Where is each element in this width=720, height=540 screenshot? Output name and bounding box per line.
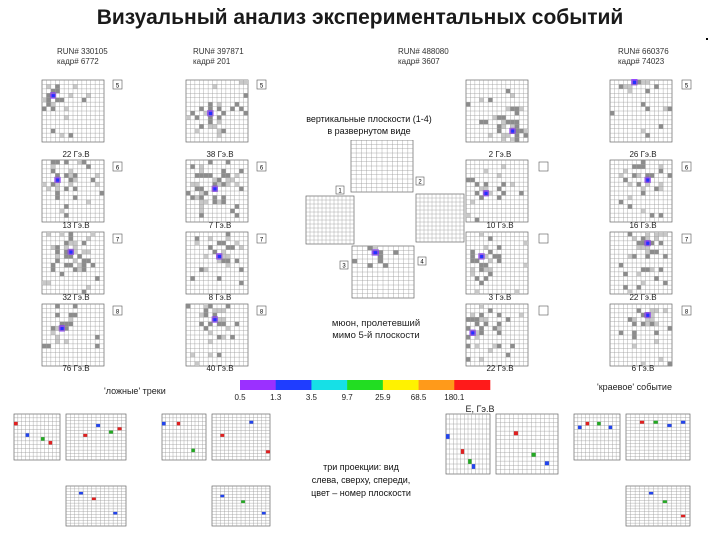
scale-tick: 180.1 <box>444 393 465 402</box>
plane-number: 4 <box>420 259 424 266</box>
plane-number: 3 <box>342 263 346 270</box>
energy-color-scale <box>234 380 494 414</box>
run-label: RUN# 330105 <box>57 47 108 56</box>
energy-label: 16 Гэ.В <box>629 221 657 230</box>
detector-grid <box>626 414 690 460</box>
energy-label: 2 Гэ.В <box>488 150 512 159</box>
caption-line: цвет – номер плоскости <box>311 488 411 498</box>
energy-label: 8 Гэ.В <box>208 293 232 302</box>
detector-grid <box>66 486 126 526</box>
energy-label: 13 Гэ.В <box>62 221 90 230</box>
run-header-1 <box>57 47 108 66</box>
detector-grid <box>186 80 248 142</box>
energy-label: 22 Гэ.В <box>629 293 657 302</box>
color-segment <box>347 380 383 390</box>
detector-grid <box>610 304 672 366</box>
run-header-2 <box>193 47 244 66</box>
plane-number: 8 <box>259 309 264 316</box>
page-title: Визуальный анализ экспериментальных событий <box>96 6 624 29</box>
energy-label: 26 Гэ.В <box>629 150 657 159</box>
plane-number: 5 <box>115 83 120 90</box>
detector-grid <box>351 140 413 192</box>
run-header-3 <box>398 47 449 66</box>
detector-grid <box>466 232 528 294</box>
color-segment <box>240 380 276 390</box>
plane-number: 2 <box>418 179 422 186</box>
plane-number: 6 <box>259 165 264 172</box>
muon-caption <box>332 318 420 341</box>
detector-grid <box>212 414 270 460</box>
energy-label: 10 Гэ.В <box>486 221 514 230</box>
color-segment <box>276 380 312 390</box>
frame-label: кадр# 6772 <box>57 57 99 66</box>
energy-label: 7 Гэ.В <box>208 221 232 230</box>
energy-label: 22 Гэ.В <box>62 150 90 159</box>
detector-grid <box>66 414 126 460</box>
scale-axis-label: E, Гэ.В <box>465 404 495 414</box>
run-label: RUN# 397871 <box>193 47 244 56</box>
detector-grid <box>162 414 206 460</box>
detector-grid <box>42 232 104 294</box>
plane-number: 7 <box>684 237 689 244</box>
scale-tick: 68.5 <box>410 393 427 402</box>
false-tracks-label: 'ложные' треки <box>104 386 166 396</box>
detector-grid <box>610 232 672 294</box>
run-header-4 <box>618 47 669 66</box>
energy-label: 3 Гэ.В <box>488 293 512 302</box>
detector-grid <box>42 304 104 366</box>
frame-label: кадр# 201 <box>193 57 231 66</box>
caption-line: три проекции: вид <box>323 462 399 472</box>
plane-number: 6 <box>684 165 689 172</box>
run-label: RUN# 660376 <box>618 47 669 56</box>
color-segment <box>454 380 490 390</box>
projections-caption <box>292 458 430 502</box>
scale-tick: 9.7 <box>341 393 353 402</box>
frame-label: кадр# 3607 <box>398 57 440 66</box>
energy-label: 38 Гэ.В <box>206 150 234 159</box>
detector-grid <box>626 486 690 526</box>
detector-grid <box>212 486 270 526</box>
scale-tick: 1.3 <box>270 393 282 402</box>
plane-number: 8 <box>684 309 689 316</box>
energy-label: 76 Гэ.В <box>62 364 90 373</box>
plane-number: 5 <box>259 83 264 90</box>
energy-label: 22 Гэ.В <box>486 364 514 373</box>
detector-grid <box>574 414 620 460</box>
plane-number: 7 <box>115 237 120 244</box>
detector-grid <box>466 80 528 142</box>
caption-line: вертикальные плоскости (1-4) <box>306 114 432 124</box>
caption-line: мимо 5-й плоскости <box>332 330 420 341</box>
plane-number: 6 <box>115 165 120 172</box>
detector-grid <box>186 304 248 366</box>
detector-grid <box>42 80 104 142</box>
energy-label: 40 Гэ.В <box>206 364 234 373</box>
color-segment <box>419 380 455 390</box>
color-segment <box>311 380 347 390</box>
detector-grid <box>306 196 354 244</box>
detector-grid <box>14 414 60 460</box>
detector-grid <box>610 160 672 222</box>
detector-grid <box>610 79 672 142</box>
caption-line: в развернутом виде <box>327 126 411 136</box>
detector-grid <box>352 246 414 298</box>
detector-grid <box>42 160 104 222</box>
scale-tick: 0.5 <box>234 393 246 402</box>
plane-number: 5 <box>684 83 689 90</box>
plane-number: 8 <box>115 309 120 316</box>
plane-number: 7 <box>259 237 264 244</box>
detector-grid <box>186 160 248 222</box>
scale-tick: 25.9 <box>375 393 391 402</box>
plane-number: 1 <box>338 188 342 195</box>
caption-line: мюон, пролетевший <box>331 318 421 329</box>
color-segment <box>383 380 419 390</box>
energy-label: 32 Гэ.В <box>62 293 90 302</box>
run-label: RUN# 488080 <box>398 47 449 56</box>
scale-tick: 3.5 <box>305 393 317 402</box>
detector-grid <box>446 414 490 474</box>
edge-event-label: 'краевое' событие <box>597 382 672 392</box>
detector-grid <box>466 160 528 222</box>
caption-line: слева, сверху, спереди, <box>311 475 411 485</box>
energy-label: 6 Гэ.В <box>631 364 655 373</box>
detector-grid <box>466 304 528 366</box>
detector-grid <box>416 194 464 242</box>
detector-grid <box>496 414 558 474</box>
detector-grid <box>186 232 248 294</box>
frame-label: кадр# 74023 <box>618 57 665 66</box>
vertical-planes-caption <box>302 110 436 140</box>
